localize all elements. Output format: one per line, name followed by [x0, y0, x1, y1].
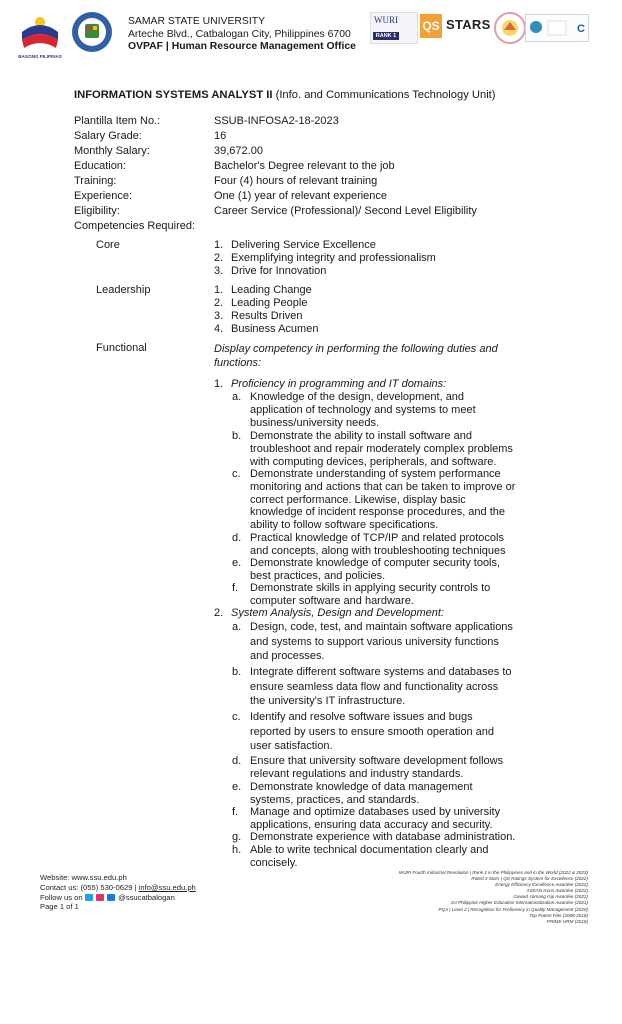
field-label-experience: Experience: — [74, 190, 133, 202]
header-text-block — [128, 16, 356, 54]
award-line: Rated 3 Stars | QS Ratings System for Excellence (2022) — [471, 876, 588, 882]
page-number: Page 1 of 1 — [40, 902, 79, 912]
email-link[interactable]: info@ssu.edu.ph — [138, 882, 196, 892]
field-value-monthly-salary: 39,672.00 — [214, 145, 263, 157]
follow-label: Follow us on — [40, 892, 85, 902]
item-letter: c. — [232, 711, 241, 723]
core-item: Drive for Innovation — [231, 265, 327, 277]
item-letter: h. — [232, 844, 242, 856]
item-text: Identify and resolve software issues and bugs reported by users to ensure smooth operation and user satisfaction. — [250, 711, 494, 752]
awards-list — [399, 870, 588, 925]
field-value-experience: One (1) year of relevant experience — [214, 190, 388, 202]
item-letter: c. — [232, 468, 241, 480]
field-value-training: Four (4) hours of relevant training — [214, 175, 378, 187]
office-name: OVPAF | Human Resource Management Office — [128, 41, 356, 52]
group-title: Proficiency in programming and IT domains: — [231, 378, 447, 390]
functional-intro-line: Display competency in performing the following duties and — [214, 343, 498, 355]
award-line: ASEAN Icons Awardee (2022) — [526, 888, 588, 894]
list-item — [232, 806, 552, 832]
award-seal-logo — [494, 12, 526, 44]
leadership-item: Business Acumen — [231, 323, 319, 335]
contact-phone: Contact us: (055) 530-0629 | — [40, 882, 139, 892]
core-list: 1. Delivering Service Excellence 2. Exemplifying integrity and professionalism 3. Drive for Innovation — [214, 239, 436, 277]
item-letter: e. — [232, 557, 242, 569]
position-title — [74, 89, 496, 101]
award-line: PQA | Level 2 | Recognition for Proficiency in Quality Management (2020) — [438, 906, 588, 912]
qs-stars-text: STARS — [446, 17, 491, 32]
core-item: Exemplifying integrity and professionalism — [231, 252, 436, 264]
facebook-icon[interactable] — [107, 894, 115, 901]
list-item — [232, 844, 552, 870]
award-line: Gawad Yamang Isip Awardee (2022) — [513, 894, 588, 900]
field-value-education: Bachelor's Degree relevant to the job — [214, 160, 395, 172]
item-text: Demonstrate knowledge of computer security tools, best practices, and policies. — [250, 557, 501, 582]
item-letter: d. — [232, 755, 242, 767]
footer-contact-line — [40, 883, 196, 893]
item-letter: f. — [232, 582, 239, 594]
svg-text:BAGONG PILIPINAS: BAGONG PILIPINAS — [18, 54, 62, 59]
award-line: PRIME-HRM (2018) — [546, 918, 588, 924]
list-item — [232, 781, 552, 807]
item-text: Practical knowledge of TCP/IP and related protocols and concepts, along with troubleshooting techniques — [250, 532, 506, 557]
wurj-rank1-logo — [370, 12, 418, 44]
leadership-item: Leading People — [231, 297, 308, 309]
footer-follow-line — [40, 893, 196, 903]
field-label-training: Training: — [74, 175, 117, 187]
item-text: Demonstrate skills in applying security controls to computer software and hardware. — [250, 582, 491, 607]
field-label-monthly-salary: Monthly Salary: — [74, 145, 150, 157]
svg-text:C: C — [577, 23, 585, 35]
list-item — [232, 755, 552, 781]
list-item — [232, 391, 552, 431]
university-name: SAMAR STATE UNIVERSITY — [128, 16, 266, 27]
functional-group-2-heading — [214, 607, 534, 621]
footer-website[interactable]: Website: www.ssu.edu.ph — [40, 873, 127, 882]
item-text: Integrate different software systems and databases to ensure seamless data flow and functionality across the university's IT infrastructure. — [250, 666, 512, 707]
list-item — [232, 831, 572, 844]
wurj-rank-badge: RANK 1 — [373, 32, 399, 40]
item-letter: b. — [232, 430, 242, 442]
field-value-salary-grade: 16 — [214, 130, 227, 142]
item-letter: e. — [232, 781, 242, 793]
item-letter: a. — [232, 621, 242, 633]
functional-intro — [214, 342, 498, 370]
item-letter: g. — [232, 831, 242, 843]
item-text: Demonstrate experience with database administration. — [250, 831, 516, 843]
bagong-pilipinas-logo — [16, 10, 64, 60]
instagram-icon[interactable] — [96, 894, 104, 901]
list-item — [232, 557, 552, 583]
social-handle: @ssucatbalogan — [118, 892, 175, 902]
award-line: Top Patent Filer (2008-2018) — [529, 912, 588, 918]
field-value-eligibility: Career Service (Professional)/ Second Level Eligibility — [214, 205, 477, 217]
qs-logo-mark: QS — [420, 14, 442, 38]
group-number: 2. — [214, 607, 224, 619]
item-text: Ensure that university software development follows relevant regulations and industry standards. — [250, 755, 504, 780]
field-label-education: Education: — [74, 160, 126, 172]
award-line: WURI Fourth Industrial Revolution | Rank 1 in the Philippines and in the World (2022 & 2023) — [398, 870, 588, 875]
iso-certification-logo — [525, 14, 589, 42]
field-value-plantilla: SSUB-INFOSA2-18-2023 — [214, 115, 339, 127]
leadership-list: 1. Leading Change 2. Leading People 3. Results Driven 4. Business Acumen — [214, 284, 319, 335]
wurj-text: WURI — [374, 15, 398, 25]
functional-intro-line: functions: — [214, 357, 262, 369]
field-label-competencies: Competencies Required: — [74, 220, 196, 232]
position-title-bold: INFORMATION SYSTEMS ANALYST II — [74, 89, 273, 101]
ssu-seal-logo — [68, 10, 116, 58]
field-label-salary-grade: Salary Grade: — [74, 130, 142, 142]
leadership-item: Leading Change — [231, 284, 312, 296]
functional-label: Functional — [96, 342, 147, 354]
list-item — [232, 430, 552, 470]
award-line: 1st Philippine Higher Education Internationalization Awardee (2021) — [450, 900, 588, 906]
list-item — [232, 582, 552, 608]
group-number: 1. — [214, 378, 224, 390]
functional-group-1-heading — [214, 378, 534, 392]
list-item — [232, 532, 552, 558]
university-address: Arteche Blvd., Catbalogan City, Philippines 6700 — [128, 28, 351, 40]
award-line: Energy Efficiency Excellence Awardee (2022) — [495, 882, 588, 888]
leadership-label: Leadership — [96, 284, 151, 296]
item-text: Demonstrate knowledge of data management systems, practices, and standards. — [250, 781, 473, 806]
position-unit: (Info. and Communications Technology Unit) — [272, 89, 496, 101]
item-text: Manage and optimize databases used by university applications, ensuring data accuracy and security. — [250, 806, 501, 831]
item-letter: d. — [232, 532, 242, 544]
item-text: Design, code, test, and maintain software applications and systems to support various university functions and processes. — [250, 621, 513, 662]
group-title: System Analysis, Design and Development: — [231, 607, 444, 619]
item-text: Demonstrate the ability to install software and troubleshoot and repair moderately complex problems with computing devices, peripherals, and software. — [250, 430, 513, 468]
footer-contact — [40, 873, 196, 912]
core-label: Core — [96, 239, 120, 251]
list-item — [232, 665, 552, 710]
leadership-item: Results Driven — [231, 310, 303, 322]
twitter-icon[interactable] — [85, 894, 93, 901]
list-item — [232, 620, 552, 665]
item-text: Demonstrate understanding of system performance monitoring and actions that can be taken to improve or correct performance. Likewise, display basic knowledge of incident response procedures, and the ability to follow software specifications. — [250, 468, 516, 532]
item-text: Able to write technical documentation clearly and concisely. — [250, 844, 489, 869]
field-label-eligibility: Eligibility: — [74, 205, 120, 217]
item-letter: f. — [232, 806, 239, 818]
list-item — [232, 710, 552, 755]
item-letter: a. — [232, 391, 242, 403]
core-item: Delivering Service Excellence — [231, 239, 376, 251]
item-text: Knowledge of the design, development, and application of technology and systems to meet business/university needs. — [250, 391, 476, 429]
field-label-plantilla: Plantilla Item No.: — [74, 115, 161, 127]
list-item — [232, 468, 552, 534]
item-letter: b. — [232, 666, 242, 678]
